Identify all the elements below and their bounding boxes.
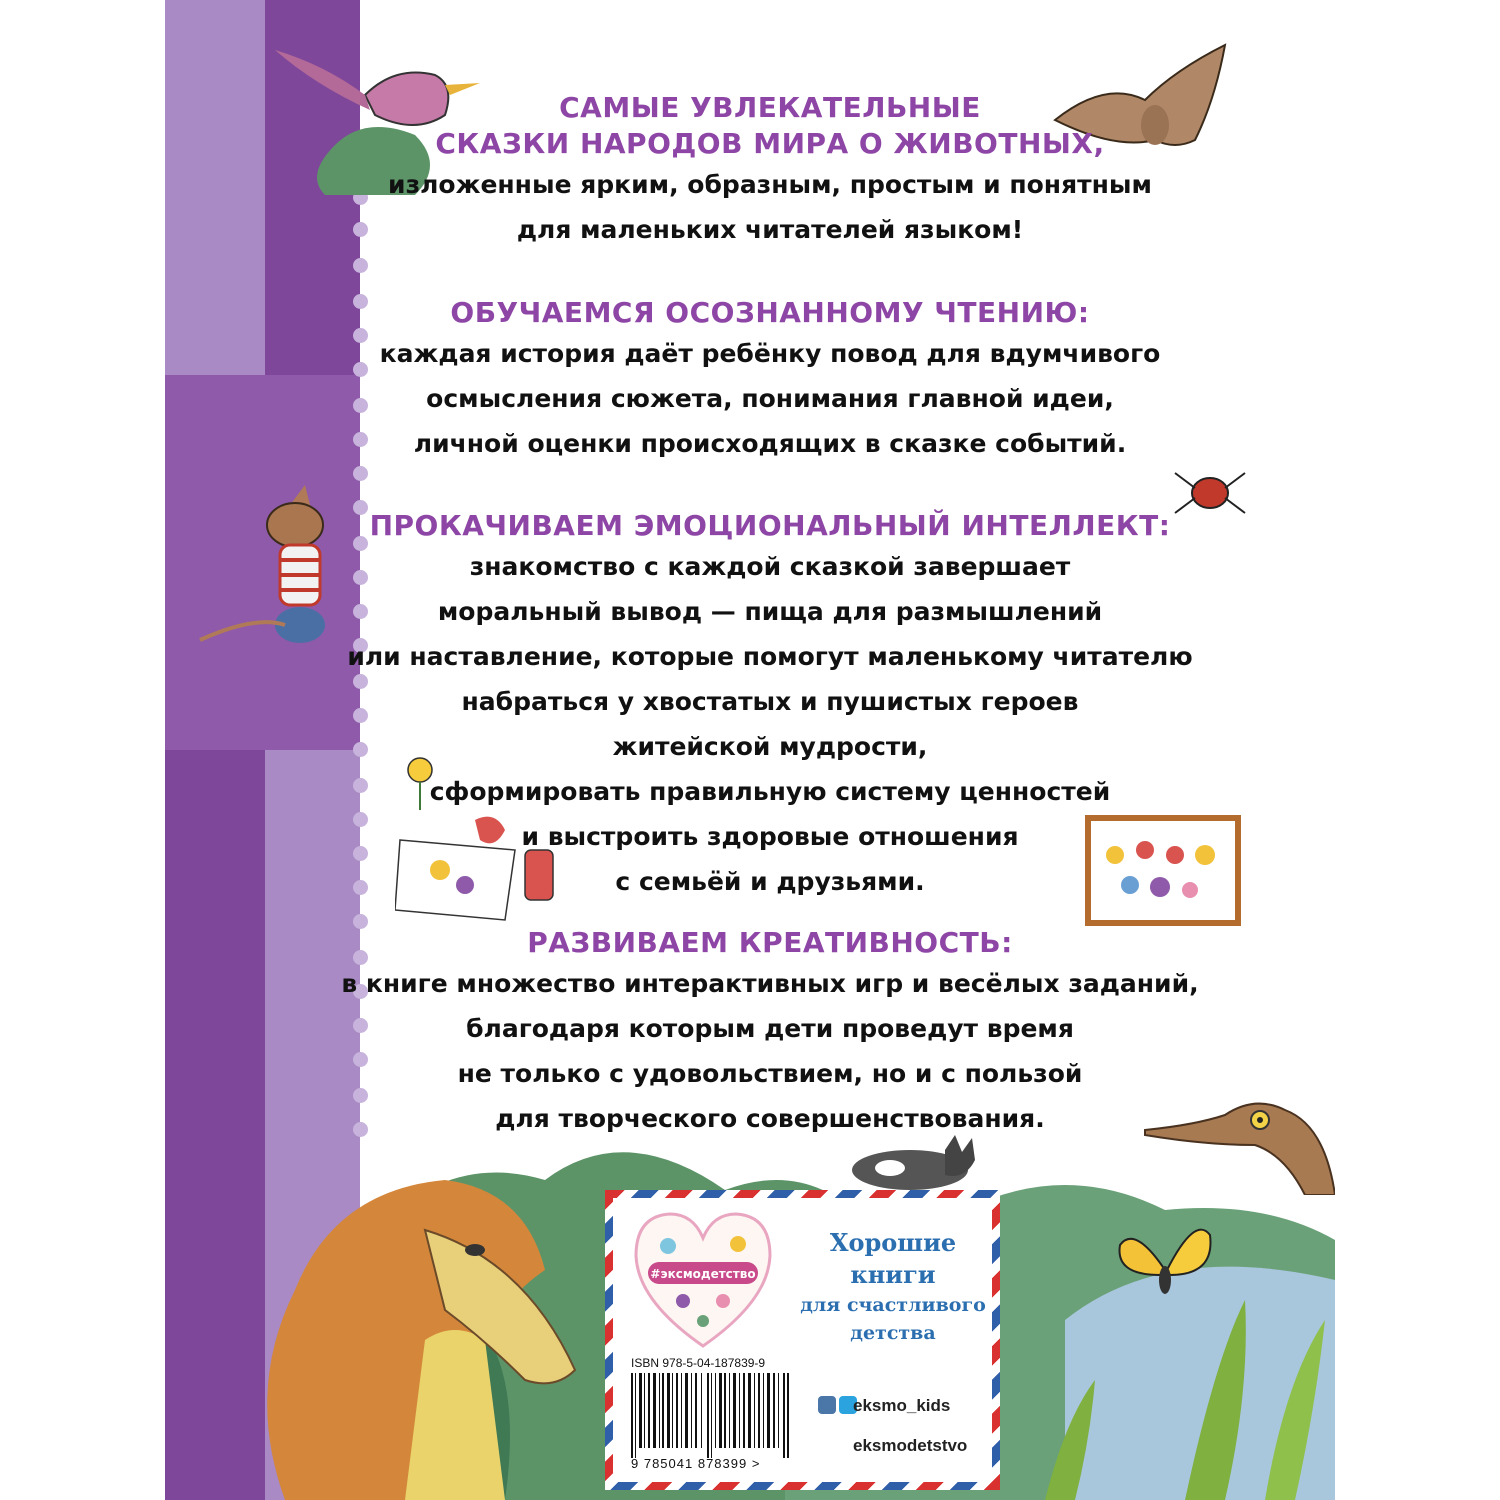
heart-hashtag: #эксмодетство — [650, 1267, 756, 1281]
section-text: в книге множество интерактивных игр и весёлых заданий, — [341, 969, 1199, 998]
section-text: каждая история даёт ребёнку повод для вдумчивого — [379, 339, 1161, 368]
section-text: и выстроить здоровые отношения — [521, 822, 1019, 851]
section-1 — [200, 90, 1340, 252]
section-text: благодаря которым дети проведут время — [466, 1014, 1074, 1043]
section-heading: РАЗВИВАЕМ КРЕАТИВНОСТЬ: — [527, 926, 1013, 959]
tagline-line: книги — [850, 1260, 936, 1289]
section-text: для творческого совершенствования. — [495, 1104, 1045, 1133]
section-text: не только с удовольствием, но и с пользой — [457, 1059, 1083, 1088]
section-text: для маленьких читателей языком! — [516, 215, 1024, 244]
tagline-line: детства — [850, 1322, 936, 1344]
lion-illustration — [225, 1140, 605, 1500]
section-heading: ОБУЧАЕМСЯ ОСОЗНАННОМУ ЧТЕНИЮ: — [450, 296, 1090, 329]
social-handle: eksmodetstvo — [853, 1436, 968, 1455]
section-text: личной оценки происходящих в сказке событий. — [413, 429, 1127, 458]
section-text: житейской мудрости, — [612, 732, 928, 761]
section-3 — [200, 508, 1340, 904]
barcode — [631, 1373, 791, 1458]
tagline-line: Хорошие — [829, 1228, 957, 1257]
punch-hole — [353, 258, 368, 273]
section-4 — [200, 925, 1340, 1141]
section-text: моральный вывод — пища для размышлений — [437, 597, 1103, 626]
section-text: изложенные ярким, образным, простым и понятным — [388, 170, 1152, 199]
section-text: знакомство с каждой сказкой завершает — [469, 552, 1071, 581]
section-text: осмысления сюжета, понимания главной идеи, — [426, 384, 1114, 413]
section-text: с семьёй и друзьями. — [615, 867, 925, 896]
section-2 — [200, 295, 1340, 466]
heart-logo — [628, 1206, 778, 1351]
social-handle: eksmo_kids — [853, 1396, 951, 1415]
vk-icon — [818, 1396, 836, 1414]
section-text: сформировать правильную систему ценностей — [429, 777, 1111, 806]
publisher-badge — [605, 1190, 1000, 1490]
isbn-text: ISBN 978-5-04-187839-9 — [631, 1356, 766, 1370]
section-heading: САМЫЕ УВЛЕКАТЕЛЬНЫЕ — [559, 91, 981, 124]
section-text: или наставление, которые помогут маленькому читателю — [347, 642, 1193, 671]
butterfly-illustration — [1115, 1215, 1215, 1315]
section-heading: ПРОКАЧИВАЕМ ЭМОЦИОНАЛЬНЫЙ ИНТЕЛЛЕКТ: — [369, 509, 1171, 542]
barcode-number: 9 785041 878399 > — [631, 1456, 761, 1471]
tagline-line: для счастливого — [800, 1294, 986, 1316]
section-text: набраться у хвостатых и пушистых героев — [461, 687, 1079, 716]
section-heading: СКАЗКИ НАРОДОВ МИРА О ЖИВОТНЫХ, — [435, 127, 1105, 160]
